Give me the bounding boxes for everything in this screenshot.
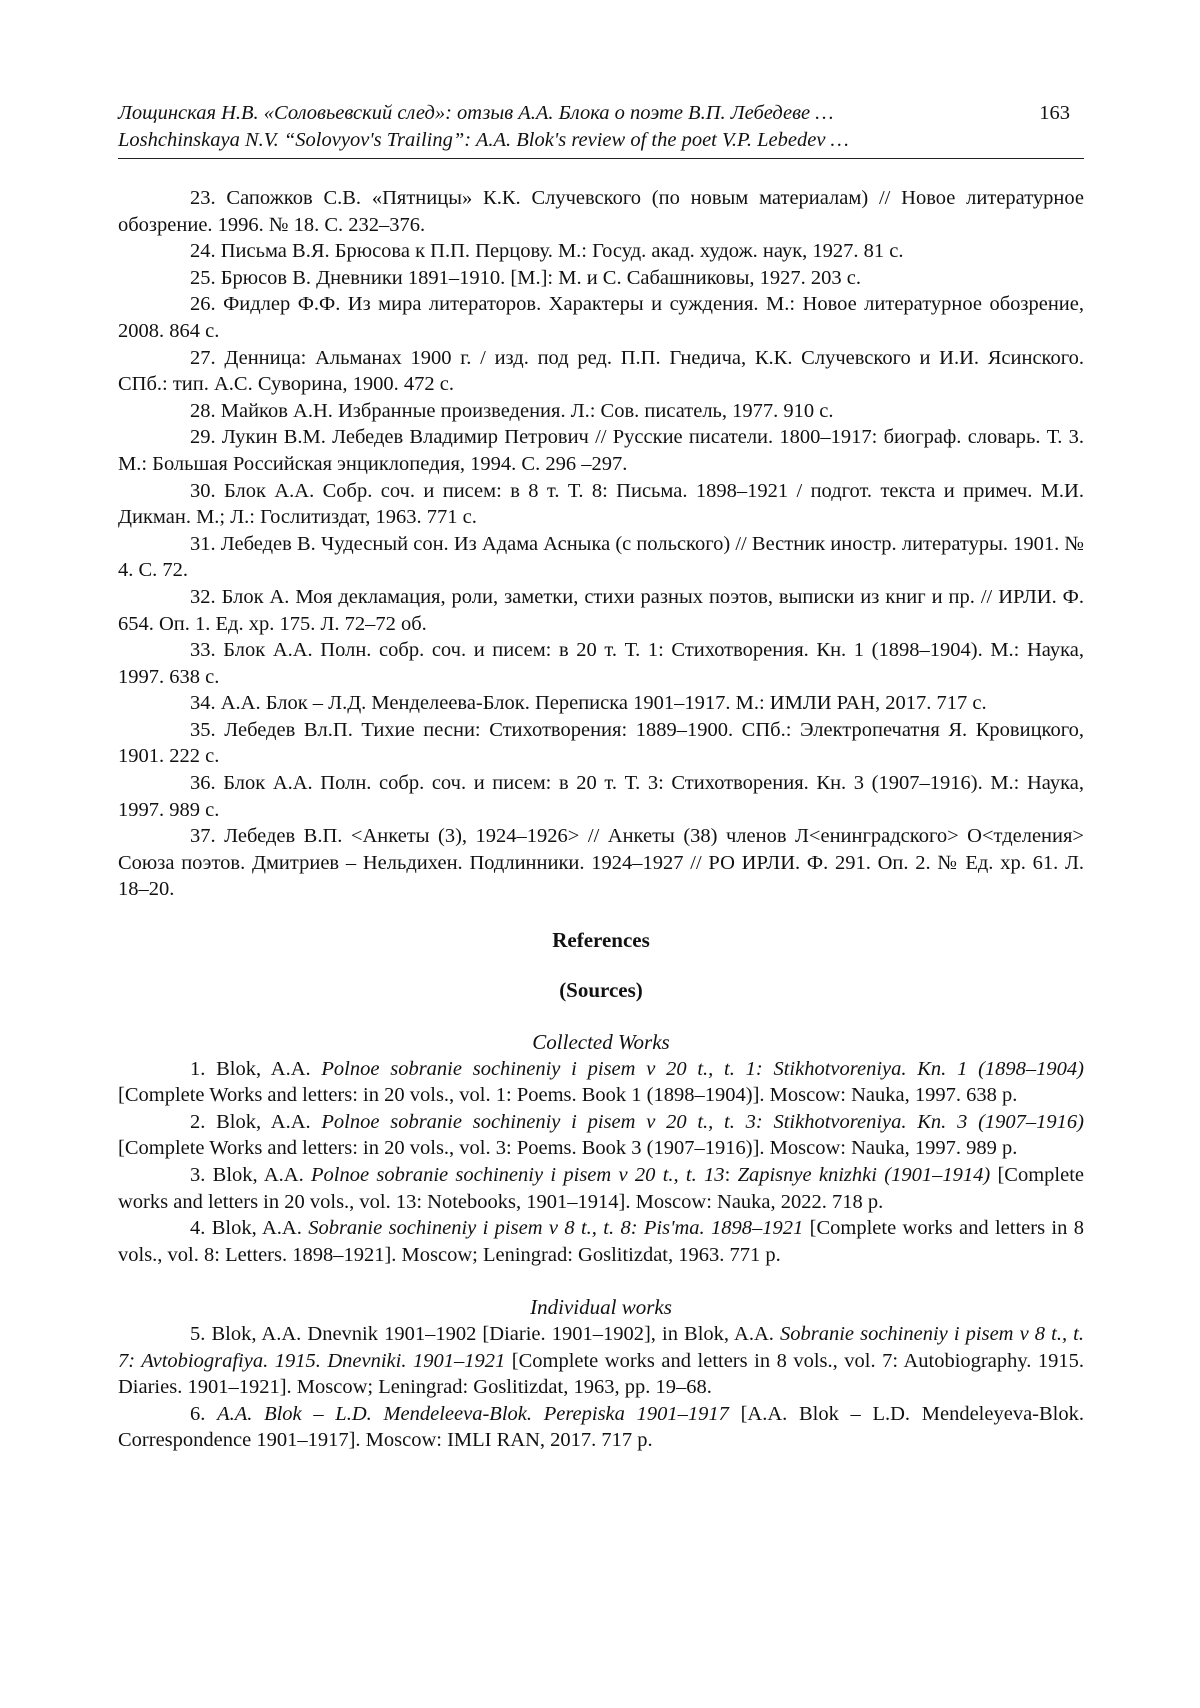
reference-details: [A.A. Blok – L.D. Mendeleyeva-Blok. Correspondence 1901–1917]. Moscow: IMLI RAN, 2017. 717 p. [118,1402,1084,1452]
reference-item: 30. Блок А.А. Собр. соч. и писем: в 8 т. Т. 8: Письма. 1898–1921 / подгот. текста и примеч. М.И. Дикман. М.; Л.: Гослитиздат, 1963. 771 с. [118,479,1084,529]
reference-item: 23. Сапожков С.В. «Пятницы» К.К. Случевского (по новым материалам) // Новое литературное обозрение. 1996. № 18. С. 232–376. [118,187,1084,236]
reference-item: 28. Майков А.Н. Избранные произведения. Л.: Сов. писатель, 1977. 910 с. [190,399,834,422]
reference-details: [Complete works and letters in 20 vols., vol. 13: Notebooks, 1901–1914]. Moscow: Nauka, 2022. 718 p. [118,1164,1084,1213]
page-number: 163 [1039,102,1070,124]
reference-author: 1. Blok, A.A. [190,1057,322,1080]
reference-item: 34. А.А. Блок – Л.Д. Менделеева-Блок. Переписка 1901–1917. М.: ИМЛИ РАН, 2017. 717 с. [190,692,987,715]
reference-title: Polnoe sobranie sochineniy i pisem v 20 t., t. 3: Stikhotvoreniya. Kn. 3 (1907–1916) [321,1110,1084,1133]
reference-item [118,1109,1084,1162]
reference-title: Sobranie sochineniy i pisem v 8 t., t. 7: Avtobiografiya. 1915. Dnevniki. 1901–1921 [118,1322,1084,1372]
reference-item: 29. Лукин В.М. Лебедев Владимир Петрович // Русские писатели. 1800–1917: биограф. словарь. Т. 3. М.: Большая Российская энциклопедия, 1994. С. 296 –297. [118,426,1084,475]
reference-title: Polnoe sobranie sochineniy i pisem v 20 t., t. 13 [311,1164,725,1186]
collected-works-list [118,1056,1084,1269]
reference-item [118,1321,1084,1401]
reference-title: Polnoe sobranie sochineniy i pisem v 20 t., t. 1: Stikhotvoreniya. Kn. 1 (1898–1904) [321,1057,1084,1080]
reference-title: Sobranie sochineniy i pisem v 8 t., t. 8: Pis'ma. 1898–1921 [308,1217,804,1240]
russian-reference-list [118,185,1084,903]
reference-item: 31. Лебедев В. Чудесный сон. Из Адама Асныка (с польского) // Вестник иностр. литературы. 1901. № 4. С. 72. [118,532,1084,582]
reference-author: 4. Blok, A.A. [190,1217,309,1240]
reference-item: 35. Лебедев Вл.П. Тихие песни: Стихотворения: 1889–1900. СПб.: Электропечатня Я. Кровицкого, 1901. 222 с. [118,718,1084,768]
reference-details: [Complete works and letters in 8 vols., vol. 7: Autobiography. 1915. Diaries. 1901–1921]. Moscow; Leningrad: Goslitizdat, 1963, pp. 19–68. [118,1349,1084,1399]
reference-author: 2. Blok, A.A. [190,1110,322,1133]
reference-item: 25. Брюсов В. Дневники 1891–1910. [М.]: М. и С. Сабашниковы, 1927. 203 с. [190,266,861,289]
reference-item: 26. Фидлер Ф.Ф. Из мира литераторов. Характеры и суждения. М.: Новое литературное обозрение, 2008. 864 с. [118,293,1084,342]
references-heading: References [552,928,650,953]
reference-details: [Complete Works and letters: in 20 vols., vol. 1: Poems. Book 1 (1898–1904)]. Moscow: Nauka, 1997. 638 p. [118,1084,1018,1107]
reference-details: [Complete Works and letters: in 20 vols., vol. 3: Poems. Book 3 (1907–1916)]. Moscow: Nauka, 1997. 989 p. [118,1137,1018,1160]
reference-author: 5. Blok, A.A. Dnevnik 1901–1902 [Diarie. 1901–1902], in Blok, A.A. [190,1322,780,1345]
running-header [118,100,1084,159]
reference-item: 36. Блок А.А. Полн. собр. соч. и писем: в 20 т. Т. 3: Стихотворения. Кн. 3 (1907–1916). М.: Наука, 1997. 989 с. [118,772,1084,821]
reference-item [118,1401,1084,1454]
reference-item [118,1215,1084,1268]
header-title-en: Loshchinskaya N.V. “Solovyov's Trailing”: A.A. Blok's review of the poet V.P. Lebedev … [118,129,849,151]
page [118,100,1084,1454]
reference-details: [Complete works and letters in 8 vols., vol. 8: Letters. 1898–1921]. Moscow; Leningrad: Goslitizdat, 1963. 771 p. [118,1217,1084,1266]
reference-item: 27. Денница: Альманах 1900 г. / изд. под ред. П.П. Гнедича, К.К. Случевского и И.И. Ясинского. СПб.: тип. А.С. Суворина, 1900. 472 с. [118,346,1084,396]
reference-item [118,1056,1084,1109]
header-title-ru: Лощинская Н.В. «Соловьевский след»: отзыв А.А. Блока о поэте В.П. Лебедеве … [118,102,834,124]
individual-works-subheading: Individual works [530,1295,672,1320]
reference-item [118,1162,1084,1215]
reference-title: A.A. Blok – L.D. Mendeleeva-Blok. Perepiska 1901–1917 [217,1402,729,1425]
individual-works-list [118,1321,1084,1454]
reference-author: 3. Blok, A.A. [190,1164,311,1186]
reference-item: 33. Блок А.А. Полн. собр. соч. и писем: в 20 т. Т. 1: Стихотворения. Кн. 1 (1898–1904). М.: Наука, 1997. 638 с. [118,639,1084,688]
reference-title: Zapisnye knizhki (1901–1914) [737,1164,991,1186]
reference-item: 37. Лебедев В.П. <Анкеты (3), 1924–1926> // Анкеты (38) членов Л<енинградского> О<тделения> Союза поэтов. Дмитриев – Нельдихен. Подлинники. 1924–1927 // РО ИРЛИ. Ф. 291. Оп. 2. № Ед. хр. 61. Л. 18–20. [118,825,1084,901]
reference-item: 24. Письма В.Я. Брюсова к П.П. Перцову. М.: Госуд. акад. худож. наук, 1927. 81 с. [190,240,904,263]
reference-details: : [724,1164,738,1186]
sources-heading: (Sources) [559,978,643,1003]
collected-works-subheading: Collected Works [532,1030,670,1055]
reference-item: 32. Блок А. Моя декламация, роли, заметки, стихи разных поэтов, выписки из книг и пр. // ИРЛИ. Ф. 654. Оп. 1. Ед. хр. 175. Л. 72–72 об. [118,585,1084,635]
reference-author: 6. [190,1402,218,1425]
